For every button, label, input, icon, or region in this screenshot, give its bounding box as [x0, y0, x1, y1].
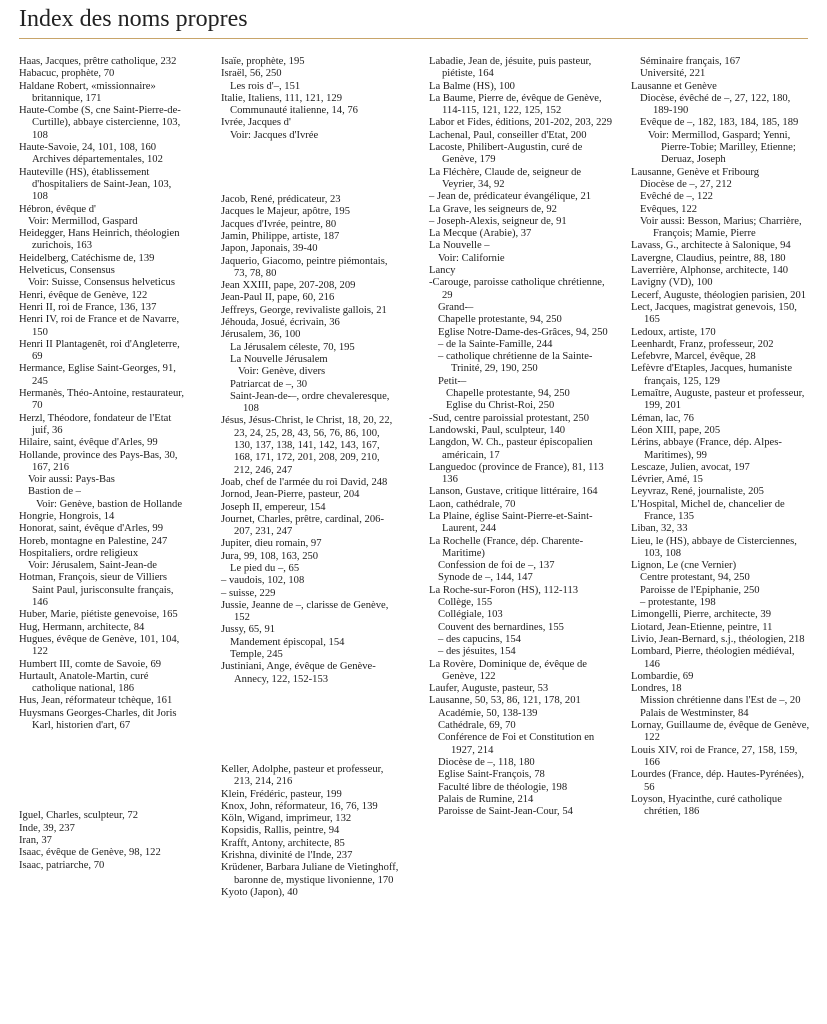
index-entry: Herzl, Théodore, fondateur de l'Etat juif, 36 — [19, 412, 172, 436]
index-entry: Krüdener, Barbara Juliane de Vietinghoff, baronne de, mystique livonienne, 170 — [221, 862, 399, 886]
index-entry: Isaïe, prophète, 195 — [221, 56, 305, 67]
index-entry: Keller, Adolphe, pasteur et professeur, 213, 214, 216 — [221, 763, 384, 788]
index-entry: Krishna, divinité de l'Inde, 237 — [221, 850, 353, 862]
index-entry: Haute-Savoie, 24, 101, 108, 160 Archives départementales, 102 — [19, 142, 163, 166]
index-entry: Faculté libre de théologie, 198 — [438, 781, 568, 793]
index-entry: Lavergne, Claudius, peintre, 88, 180 — [631, 252, 786, 264]
index-entry: Couvent des bernardines, 155 — [438, 621, 564, 633]
index-entry: Paroisse de l'Epiphanie, 250 — [640, 584, 760, 596]
index-entry: Mandement épiscopal, 154 — [230, 636, 345, 648]
index-entry: Lect, Jacques, magistrat genevois, 150, 165 — [631, 301, 797, 326]
index-entry: Lombard, Pierre, théologien médiéval, 146 — [631, 646, 795, 670]
index-entry: Eglise Notre-Dame-des-Grâces, 94, 250 — [438, 326, 608, 338]
index-entry: Lausanne, 50, 53, 86, 121, 178, 201 — [429, 695, 581, 707]
index-entry: Chapelle protestante, 94, 250 — [438, 314, 562, 326]
index-entry: Israël, 56, 250 — [221, 68, 282, 80]
index-entry: Haute-Combe (S, cne Saint-Pierre-de-Curtille), abbaye cistercienne, 103, 108 — [19, 105, 181, 141]
index-entry: – Jean de, prédicateur évangélique, 21 — [429, 191, 592, 203]
index-entry: Voir: Genève, bastion de Hollande — [36, 498, 183, 510]
index-entry: Inde, 39, 237 — [19, 822, 75, 834]
index-entry: Voir: Mermillod, Gaspard; Yenni, Pierre-Tobie; Marilley, Etienne; Deruaz, Joseph — [648, 129, 796, 166]
index-entry: Labor et Fides, éditions, 201-202, 203, 229 — [429, 117, 613, 129]
index-entry: Henri II, roi de France, 136, 137 — [19, 301, 157, 313]
index-entry: Eglise du Christ-Roi, 250 — [446, 400, 555, 412]
index-entry: Lefèvre d'Etaples, Jacques, humaniste français, 125, 129 — [631, 363, 793, 387]
index-entry: Grand-– — [438, 301, 474, 313]
index-entry: Voir: Mermillod, Gaspard — [28, 215, 138, 227]
index-entry: Voir: Suisse, Consensus helveticus — [28, 277, 175, 289]
index-entry: Hongrie, Hongrois, 14 — [19, 510, 115, 522]
index-entry: Evêques, 122 — [640, 203, 698, 215]
index-entry: Collège, 155 — [438, 597, 493, 609]
index-column-1 — [19, 56, 189, 872]
index-entry: La Plaine, église Saint-Pierre-et-Saint-Laurent, 244 — [429, 510, 593, 535]
index-entry: Diocèse de –, 118, 180 — [438, 756, 535, 768]
index-entry: Conférence de Foi et Constitution en 1927, 214 — [438, 732, 595, 756]
index-entry: Hermance, Eglise Saint-Georges, 91, 245 — [19, 363, 176, 387]
index-entry: Hauteville (HS), établissement d'hospitaliers de Saint-Jean, 103, 108 — [19, 166, 172, 203]
title-rule — [19, 38, 808, 39]
index-entry: Jeffreys, George, revivaliste gallois, 21 — [221, 304, 387, 316]
index-entry: Louis XIV, roi de France, 27, 158, 159, 166 — [631, 744, 798, 768]
index-entry: Lausanne et Genève — [631, 80, 717, 92]
index-entry: Jéhouda, Josué, écrivain, 36 — [221, 317, 340, 329]
index-entry: Humbert III, comte de Savoie, 69 — [19, 658, 162, 670]
index-entry: Le pied du –, 65 — [230, 562, 300, 574]
index-entry: Lanson, Gustave, critique littéraire, 164 — [429, 486, 598, 498]
index-entry: Krafft, Antony, architecte, 85 — [221, 837, 345, 849]
index-entry: Köln, Wigand, imprimeur, 132 — [221, 813, 352, 825]
index-entry: – des capucins, 154 — [438, 633, 521, 645]
index-entry: Hospitaliers, ordre religieux — [19, 547, 139, 559]
index-entry: Isaac, évêque de Genève, 98, 122 — [19, 847, 161, 859]
index-entry: Jussie, Jeanne de –, clarisse de Genève, 152 — [221, 599, 389, 624]
index-entry: – protestante, 198 — [640, 597, 716, 609]
index-entry: La Roche-sur-Foron (HS), 112-113 — [429, 584, 579, 596]
index-entry: Lausanne, Genève et Fribourg — [631, 166, 760, 178]
index-entry: Lescaze, Julien, avocat, 197 — [631, 461, 750, 473]
index-entry: Voir: Californie — [438, 252, 505, 264]
index-entry: Isaac, patriarche, 70 — [19, 859, 105, 871]
index-entry: – catholique chrétienne de la Sainte-Trinité, 29, 190, 250 — [438, 351, 593, 375]
index-entry: Lefebvre, Marcel, évêque, 28 — [631, 351, 756, 363]
index-entry: Voir aussi: Pays-Bas — [28, 474, 115, 486]
index-entry: Lieu, le (HS), abbaye de Cisterciennes, 103, 108 — [631, 535, 797, 559]
index-entry: Klein, Frédéric, pasteur, 199 — [221, 788, 342, 800]
index-entry: Jornod, Jean-Pierre, pasteur, 204 — [221, 489, 360, 501]
index-entry: Jura, 99, 108, 163, 250 — [221, 550, 319, 562]
index-column-2 — [221, 56, 399, 899]
index-entry: Jésus, Jésus-Christ, le Christ, 18, 20, 22, 23, 24, 25, 28, 43, 56, 76, 86, 100, 130, 137, 138, 141, 142, 143, 167, 168, 171, 172, 201, 208, 209, 210, 212, 246, 247 — [221, 415, 393, 476]
index-entry: Loyson, Hyacinthe, curé catholique chrétien, 186 — [631, 793, 782, 818]
index-entry: Knox, John, réformateur, 16, 76, 139 — [221, 800, 378, 812]
index-entry: Laverrière, Alphonse, architecte, 140 — [631, 265, 789, 277]
index-entry: Helveticus, Consensus — [19, 265, 115, 277]
index-entry: Jamin, Philippe, artiste, 187 — [221, 230, 340, 242]
index-entry: Languedoc (province de France), 81, 113 136 — [429, 461, 604, 486]
index-entry: Ivrée, Jacques d' — [221, 117, 291, 129]
index-entry: Labadie, Jean de, jésuite, puis pasteur, piétiste, 164 — [429, 56, 592, 80]
index-entry: – suisse, 229 — [221, 587, 276, 599]
index-entry: Liotard, Jean-Etienne, peintre, 11 — [631, 621, 773, 633]
index-entry: Petit-– — [438, 375, 467, 387]
index-entry: Lignon, Le (cne Vernier) — [631, 560, 737, 572]
index-column-4 — [631, 56, 811, 818]
index-entry: – des jésuites, 154 — [438, 646, 516, 658]
index-entry: Voir aussi: Besson, Marius; Charrière, François; Mamie, Pierre — [640, 215, 802, 240]
index-entry: Langdon, W. Ch., pasteur épiscopalien américain, 17 — [429, 437, 593, 461]
index-entry: -Carouge, paroisse catholique chrétienne, 29 — [429, 277, 605, 301]
index-entry: Jean-Paul II, pape, 60, 216 — [221, 292, 335, 304]
index-entry: La Baume, Pierre de, évêque de Genève, 114-115, 121, 122, 125, 152 — [429, 92, 602, 117]
index-entry: Voir: Jacques d'Ivrée — [230, 129, 319, 141]
index-entry: Henri II Plantagenêt, roi d'Angleterre, 69 — [19, 338, 180, 363]
index-entry: Diocèse de –, 27, 212 — [640, 178, 732, 190]
index-entry: Hilaire, saint, évêque d'Arles, 99 — [19, 437, 158, 449]
index-entry: La Fléchère, Claude de, seigneur de Veyrier, 34, 92 — [429, 166, 582, 190]
index-entry: Lombardie, 69 — [631, 670, 694, 682]
index-entry: Hus, Jean, réformateur tchèque, 161 — [19, 695, 173, 707]
index-entry: Laon, cathédrale, 70 — [429, 498, 516, 510]
index-entry: Hotman, François, sieur de Villiers Saint Paul, jurisconsulte français, 146 — [19, 572, 174, 609]
index-entry: Livio, Jean-Bernard, s.j., théologien, 218 — [631, 633, 805, 645]
index-column-3 — [429, 56, 613, 818]
index-entry: -Sud, centre paroissial protestant, 250 — [429, 412, 590, 424]
index-entry: Heidelberg, Catéchisme de, 139 — [19, 252, 155, 264]
index-entry: Horeb, montagne en Palestine, 247 — [19, 535, 168, 547]
index-entry: Italie, Italiens, 111, 121, 129 — [221, 92, 343, 104]
index-entry: Honorat, saint, évêque d'Arles, 99 — [19, 523, 164, 535]
index-entry: Japon, Japonais, 39-40 — [221, 243, 318, 255]
index-entry: Léman, lac, 76 — [631, 412, 694, 424]
index-entry: Landowski, Paul, sculpteur, 140 — [429, 424, 566, 436]
index-entry: Palais de Westminster, 84 — [640, 707, 749, 719]
index-entry: Collégiale, 103 — [438, 609, 503, 621]
index-entry: Académie, 50, 138-139 — [438, 707, 538, 719]
index-entry: Hermanès, Théo-Antoine, restaurateur, 70 — [19, 388, 184, 412]
index-entry: Iguel, Charles, sculpteur, 72 — [19, 810, 139, 822]
index-entry: La Jérusalem céleste, 70, 195 — [230, 341, 355, 353]
index-entry: Lavass, G., architecte à Salonique, 94 — [631, 240, 791, 252]
index-entry: La Nouvelle – — [429, 240, 490, 252]
index-entry: Jacques d'Ivrée, peintre, 80 — [221, 218, 337, 230]
index-entry: Leenhardt, Franz, professeur, 202 — [631, 338, 774, 350]
index-entry: – Joseph-Alexis, seigneur de, 91 — [429, 215, 567, 227]
index-entry: Hug, Hermann, architecte, 84 — [19, 621, 145, 633]
index-entry: Leyvraz, René, journaliste, 205 — [631, 486, 764, 498]
index-entry: Lérins, abbaye (France, dép. Alpes-Maritimes), 99 — [631, 437, 782, 461]
index-entry: Evêque de –, 182, 183, 184, 185, 189 — [640, 117, 799, 129]
index-entry: – vaudois, 102, 108 — [221, 575, 305, 587]
index-entry: Synode de –, 144, 147 — [438, 572, 533, 584]
index-entry: Iran, 37 — [19, 834, 52, 846]
index-entry: Université, 221 — [640, 68, 706, 80]
index-entry: Joab, chef de l'armée du roi David, 248 — [221, 476, 388, 488]
index-entry: Haas, Jacques, prêtre catholique, 232 — [19, 56, 177, 67]
index-entry: Henri, évêque de Genève, 122 — [19, 289, 148, 301]
index-entry: Lecerf, Auguste, théologien parisien, 201 — [631, 289, 807, 301]
index-entry: Saint-Jean-de-–, ordre chevaleresque, 108 — [230, 390, 390, 415]
index-entry: Chapelle protestante, 94, 250 — [446, 388, 570, 400]
index-entry: Londres, 18 — [631, 683, 682, 695]
index-entry: Lachenal, Paul, conseiller d'Etat, 200 — [429, 129, 587, 141]
index-entry: La Mecque (Arabie), 37 — [429, 228, 532, 240]
index-entry: Voir: Jérusalem, Saint-Jean-de — [28, 560, 157, 572]
page-title: Index des noms propres — [19, 6, 248, 32]
index-entry: L'Hospital, Michel de, chancelier de France, 135 — [631, 498, 785, 522]
index-entry: La Rochelle (France, dép. Charente-Maritime) — [429, 535, 584, 559]
index-entry: Huber, Marie, piétiste genevoise, 165 — [19, 609, 178, 621]
index-entry: Les rois d'–, 151 — [230, 80, 301, 92]
index-entry: Jérusalem, 36, 100 — [221, 329, 301, 341]
index-entry: Eglise Saint-François, 78 — [438, 769, 545, 781]
index-entry: Cathédrale, 69, 70 — [438, 720, 516, 732]
index-entry: Mission chrétienne dans l'Est de –, 20 — [640, 695, 801, 707]
index-entry: Kyoto (Japon), 40 — [221, 886, 298, 898]
index-entry: Jacob, René, prédicateur, 23 — [221, 194, 341, 206]
index-entry: Léon XIII, pape, 205 — [631, 424, 721, 436]
index-entry: Palais de Rumine, 214 — [438, 793, 534, 805]
index-entry: Ledoux, artiste, 170 — [631, 326, 716, 338]
index-entry: Lancy — [429, 265, 456, 277]
index-entry: Justiniani, Ange, évêque de Genève-Annecy, 122, 152-153 — [221, 661, 376, 685]
index-entry: Laufer, Auguste, pasteur, 53 — [429, 683, 549, 695]
index-entry: La Grave, les seigneurs de, 92 — [429, 203, 557, 215]
index-entry: Hurtault, Anatole-Martin, curé catholique national, 186 — [19, 670, 149, 695]
index-entry: Heidegger, Hans Heinrich, théologien zurichois, 163 — [19, 228, 180, 252]
index-entry: Evêché de –, 122 — [640, 191, 713, 203]
index-entry: Jean XXIII, pape, 207-208, 209 — [221, 280, 356, 292]
index-entry: Jacques le Majeur, apôtre, 195 — [221, 206, 351, 218]
index-entry: Limongelli, Pierre, architecte, 39 — [631, 609, 772, 621]
index-entry: Communauté italienne, 14, 76 — [230, 105, 358, 117]
index-entry: Paroisse de Saint-Jean-Cour, 54 — [438, 806, 573, 818]
index-entry: Confession de foi de –, 137 — [438, 560, 555, 572]
index-entry: Jupiter, dieu romain, 97 — [221, 538, 322, 550]
index-entry: La Balme (HS), 100 — [429, 80, 515, 92]
index-entry: Lourdes (France, dép. Hautes-Pyrénées), 56 — [631, 769, 804, 793]
index-entry: Lavigny (VD), 100 — [631, 277, 713, 289]
index-entry: La Nouvelle Jérusalem — [230, 353, 328, 365]
index-entry: Séminaire français, 167 — [640, 56, 741, 67]
index-entry: Hébron, évêque d' — [19, 203, 96, 215]
index-entry: Jaquerio, Giacomo, peintre piémontais, 73, 78, 80 — [221, 255, 388, 279]
index-entry: Patriarcat de –, 30 — [230, 378, 308, 390]
index-entry: Journet, Charles, prêtre, cardinal, 206-207, 231, 247 — [221, 513, 384, 538]
index-entry: Diocèse, évêché de –, 27, 122, 180, 189-190 — [640, 92, 791, 117]
index-entry: Voir: Genève, divers — [238, 366, 326, 378]
index-entry: Bastion de – — [28, 486, 81, 498]
index-entry: – de la Sainte-Famille, 244 — [438, 338, 553, 350]
index-entry: Habacuc, prophète, 70 — [19, 68, 115, 80]
index-entry: La Rovère, Dominique de, évêque de Genève, 122 — [429, 658, 587, 682]
index-entry: Temple, 245 — [230, 649, 283, 661]
index-entry: Lévrier, Amé, 15 — [631, 474, 703, 486]
index-entry: Liban, 32, 33 — [631, 523, 688, 535]
index-entry: Lacoste, Philibert-Augustin, curé de Genève, 179 — [429, 142, 583, 166]
index-entry: Centre protestant, 94, 250 — [640, 572, 750, 584]
index-entry: Jussy, 65, 91 — [221, 624, 276, 636]
index-entry: Lemaître, Auguste, pasteur et professeur, 199, 201 — [631, 388, 805, 412]
index-entry: Joseph II, empereur, 154 — [221, 501, 326, 513]
index-entry: Haldane Robert, «missionnaire» britannique, 171 — [19, 80, 156, 104]
index-entry: Kopsidis, Rallis, peintre, 94 — [221, 825, 340, 837]
index-entry: Henri IV, roi de France et de Navarre, 150 — [19, 314, 180, 338]
index-entry: Huysmans Georges-Charles, dit Joris Karl, historien d'art, 67 — [19, 707, 177, 732]
index-entry: Lornay, Guillaume de, évêque de Genève, 122 — [631, 720, 810, 744]
index-entry: Hollande, province des Pays-Bas, 30, 167, 216 — [19, 449, 178, 473]
index-entry: Hugues, évêque de Genève, 101, 104, 122 — [19, 633, 180, 658]
